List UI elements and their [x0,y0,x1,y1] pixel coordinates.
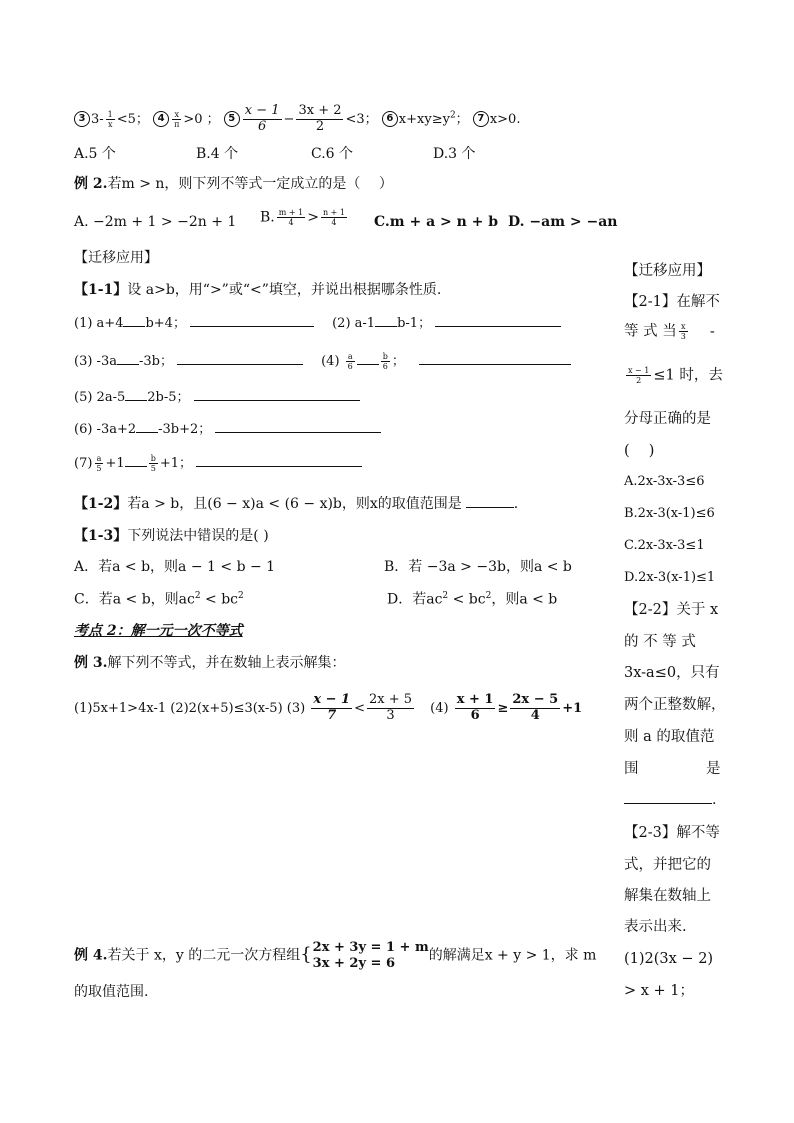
ex2-option-a: A. −2m + 1 > −2n + 1 [74,214,237,230]
q21-option-d: D.2x-3(x-1)≤1 [624,570,716,585]
q13-option-c: C．若a < b，则$ac^2 < bc^2$ [74,591,244,608]
q21-option-a: A.2x-3x-3≤6 [624,474,705,489]
example-2: 例 2.若m > n，则下列不等式一定成立的是（ ） [74,176,393,192]
fraction: $\frac{1}{x}$ [107,109,113,129]
q-2-1: 【2-1】在解不 [624,294,720,310]
choice-b: B.4 个 [196,146,239,162]
q-2-1-line2: 等 式 当 $\frac{x}{3}$ - [624,322,715,342]
q-2-1-line3: $\frac{x - 1}{2}$ ≤1 时，去 [628,366,723,386]
ex2-option-c: C.m + a > n + b [374,214,499,230]
q13-option-b: B．若 −3a > −3b，则a < b [384,559,572,575]
circle-number: 5 [224,111,240,127]
fraction: $\frac{x}{\pi}$ [174,109,180,129]
circle-number: 7 [473,111,489,127]
migrate-title: 【迁移应用】 [74,250,158,266]
circle-number: 6 [382,111,398,127]
q11-line5: (5) 2a-5 2b-5； [74,390,360,406]
ex3-problems: (1)5x+1>4x-1 (2)2(x+5)≤3(x-5) (3) $\frac{x - 1}{7}$ < $\frac{2x + 5}{3}$ (4) $\frac{x + 1}{6}$ ≥ $\frac{2x - 5}{4}$ +1 [74,692,583,723]
fraction: $\frac{3x + 2}{2}$ [298,103,342,134]
example-4-line2: 的取值范围. [74,984,149,1000]
q13-option-a: A．若a < b，则a − 1 < b − 1 [74,559,276,575]
example-3: 例 3.解下列不等式，并在数轴上表示解集： [74,655,346,671]
q11-line2: (3) -3a -3b； (4) $\frac{a}{6}$ $\frac{b}{6}$ ； [74,352,571,371]
example-4: 例 4.若关于 x，y 的二元一次方程组{ 2x + 3y = 1 + m 3x + 2y = 6 的解满足x + y > 1，求 m [74,940,597,971]
circle-number: 3 [74,111,90,127]
choice-c: C.6 个 [311,146,354,162]
q-2-2-line3: 3x-a≤0，只有 [624,665,720,681]
q-2-3-line2: 式，并把它的 [624,857,711,873]
q-2-2-line5: 则 a 的取值范 [624,729,715,745]
top-line: 3 3- $\frac{1}{x}$ <5； 4 $\frac{x}{\pi}$ >0 ； 5 $\frac{x - 1}{6}$ − $\frac{3x + 2}{2}$ <3； 6 $x+xy\ge y^2$； 7 x>0. [74,104,520,135]
choice-d: D.3 个 [433,146,476,162]
q11-line1: (1) a+4 b+4； (2) a-1 b-1； [74,316,561,332]
ex2-option-b: B. $\frac{m + 1}{4}$ > $\frac{n + 1}{4}$ [260,208,345,228]
q-2-3-line4: 表示出来. [624,919,687,935]
q-2-2-line6b: 是 [706,761,721,777]
q11-line7: (7) $\frac{a}{5}$ +1 $\frac{b}{5}$ +1； [74,454,362,473]
q-2-2-line4: 两个正整数解， [624,697,726,713]
q11-line6: (6) -3a+2 -3b+2； [74,422,381,438]
fraction: $\frac{x - 1}{6}$ [244,103,280,134]
choice-a: A.5 个 [74,146,116,162]
right-col-title: 【迁移应用】 [624,263,711,279]
q-1-3: 【1-3】下列说法中错误的是( ) [74,528,269,544]
q21-option-c: C.2x-3x-3≤1 [624,538,705,553]
q-1-1: 【1-1】设 a>b，用“>”或“<”填空，并说出根据哪条性质. [74,282,442,298]
q13-option-d: D．若$ac^2 < bc^2$，则a < b [387,591,558,608]
ex2-option-d: D. −am > −an [508,214,618,230]
q-2-1-line5: ( ) [624,443,655,459]
q21-option-b: B.2x-3(x-1)≤6 [624,506,715,521]
q-1-2: 【1-2】若a > b，且(6 − x)a < (6 − x)b，则x的取值范围是 . [74,496,519,512]
circle-number: 4 [153,111,169,127]
q-2-3-line3: 解集在数轴上 [624,888,711,904]
q-2-2-line6a: 围 [624,761,639,777]
q-2-2: 【2-2】关于 x [624,602,719,618]
q-2-2-blank: . [624,792,716,810]
q-2-3-line6: > x + 1； [624,983,695,999]
q-2-2-line2: 的 不 等 式 [624,634,696,650]
q-2-1-line4: 分母正确的是 [624,411,711,427]
q-2-3-line5: (1)2(3x − 2) [624,951,714,967]
section-heading: 考点 2：解一元一次不等式 [74,623,243,639]
q-2-3: 【2-3】解不等 [624,825,720,841]
